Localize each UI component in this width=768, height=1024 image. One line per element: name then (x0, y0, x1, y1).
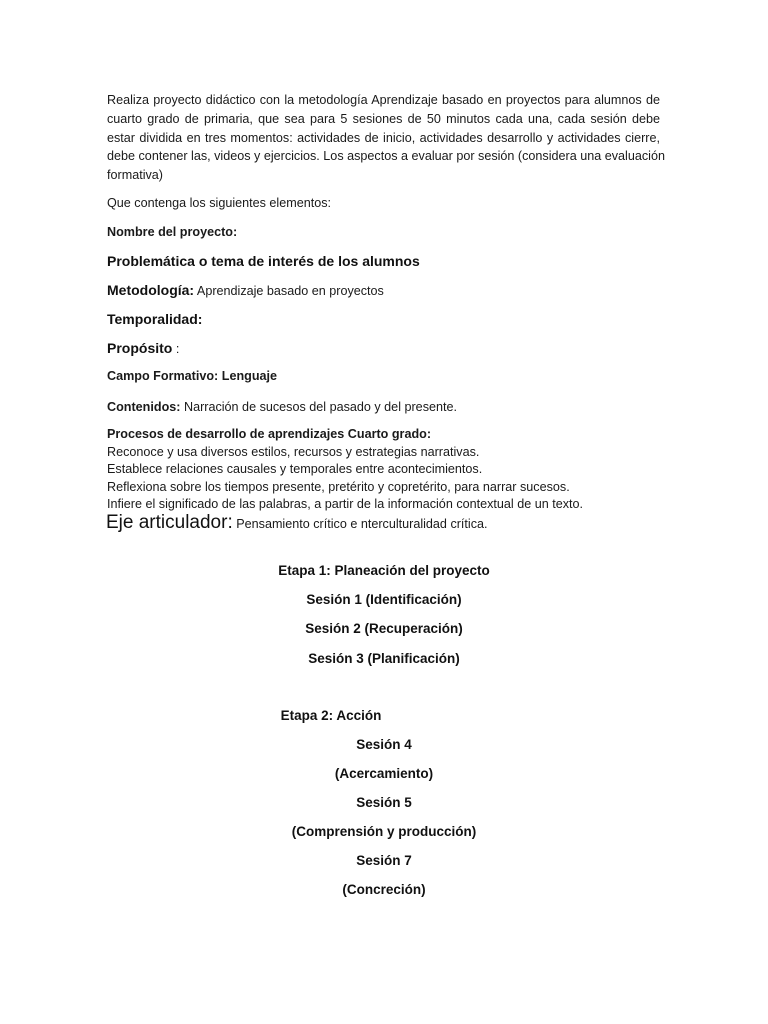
elements-intro: Que contenga los siguientes elementos: (107, 196, 332, 210)
metodologia-label: Metodología: (107, 282, 195, 298)
proposito-value: : (172, 342, 180, 356)
procesos-block (107, 426, 583, 514)
etapa2-line: (Comprensión y producción) (291, 824, 477, 839)
nombre-label: Nombre del proyecto: (107, 225, 238, 239)
etapa2-line: Sesión 5 (356, 795, 412, 810)
proceso-item: Reflexiona sobre los tiempos presente, pretérito y copretérito, para narrar sucesos. (107, 479, 570, 494)
intro-paragraph (107, 91, 665, 185)
etapa2-line: (Concreción) (342, 882, 426, 897)
campo-formativo: Campo Formativo: Lenguaje (107, 369, 278, 383)
proceso-item: Infiere el significado de las palabras, a partir de la información contextual de un texto. (107, 497, 584, 512)
etapa2-line: (Acercamiento) (334, 766, 434, 781)
contenidos-value: Narración de sucesos del pasado y del presente. (180, 400, 457, 414)
eje-row (106, 512, 488, 534)
etapa2-title: Etapa 2: Acción (280, 708, 382, 723)
etapa1-sesion: Sesión 1 (Identificación) (306, 592, 462, 607)
proceso-item: Reconoce y usa diversos estilos, recursos y estrategias narrativas. (107, 444, 480, 459)
proposito-label: Propósito (107, 340, 173, 356)
proceso-item: Establece relaciones causales y temporales entre acontecimientos. (107, 462, 483, 477)
eje-value: Pensamiento crítico e nterculturalidad crítica. (232, 517, 488, 531)
proposito-row (107, 340, 179, 358)
contenidos-label: Contenidos: (107, 400, 181, 414)
etapa2-line: Sesión 4 (356, 737, 412, 752)
etapa1-sesion: Sesión 2 (Recuperación) (305, 621, 463, 636)
problematica-heading: Problemática o tema de interés de los alumnos (107, 253, 420, 269)
metodologia-value: Aprendizaje basado en proyectos (194, 284, 384, 298)
temporalidad-heading: Temporalidad: (107, 311, 203, 327)
etapa2-line: Sesión 7 (356, 853, 412, 868)
contenidos-row (107, 398, 457, 416)
etapa1-sesion: Sesión 3 (Planificación) (308, 651, 460, 666)
eje-label: Eje articulador: (106, 512, 233, 533)
intro-line: formativa) (107, 168, 163, 183)
procesos-label: Procesos de desarrollo de aprendizajes Cuarto grado: (107, 427, 432, 441)
intro-line: debe contener las, videos y ejercicios. Los aspectos a evaluar por sesión (considera una evaluación (107, 149, 665, 164)
intro-line: Realiza proyecto didáctico con la metodología Aprendizaje basado en proyectos para alumnos de (107, 93, 660, 107)
metodologia-row (107, 282, 384, 300)
intro-line: cuarto grado de primaria, que sea para 5 sesiones de 50 minutos cada una, cada sesión debe (107, 111, 660, 126)
intro-line: estar dividida en tres momentos: actividades de inicio, actividades desarrollo y actividades cierre, (107, 130, 660, 145)
etapa1-title: Etapa 1: Planeación del proyecto (278, 563, 490, 578)
